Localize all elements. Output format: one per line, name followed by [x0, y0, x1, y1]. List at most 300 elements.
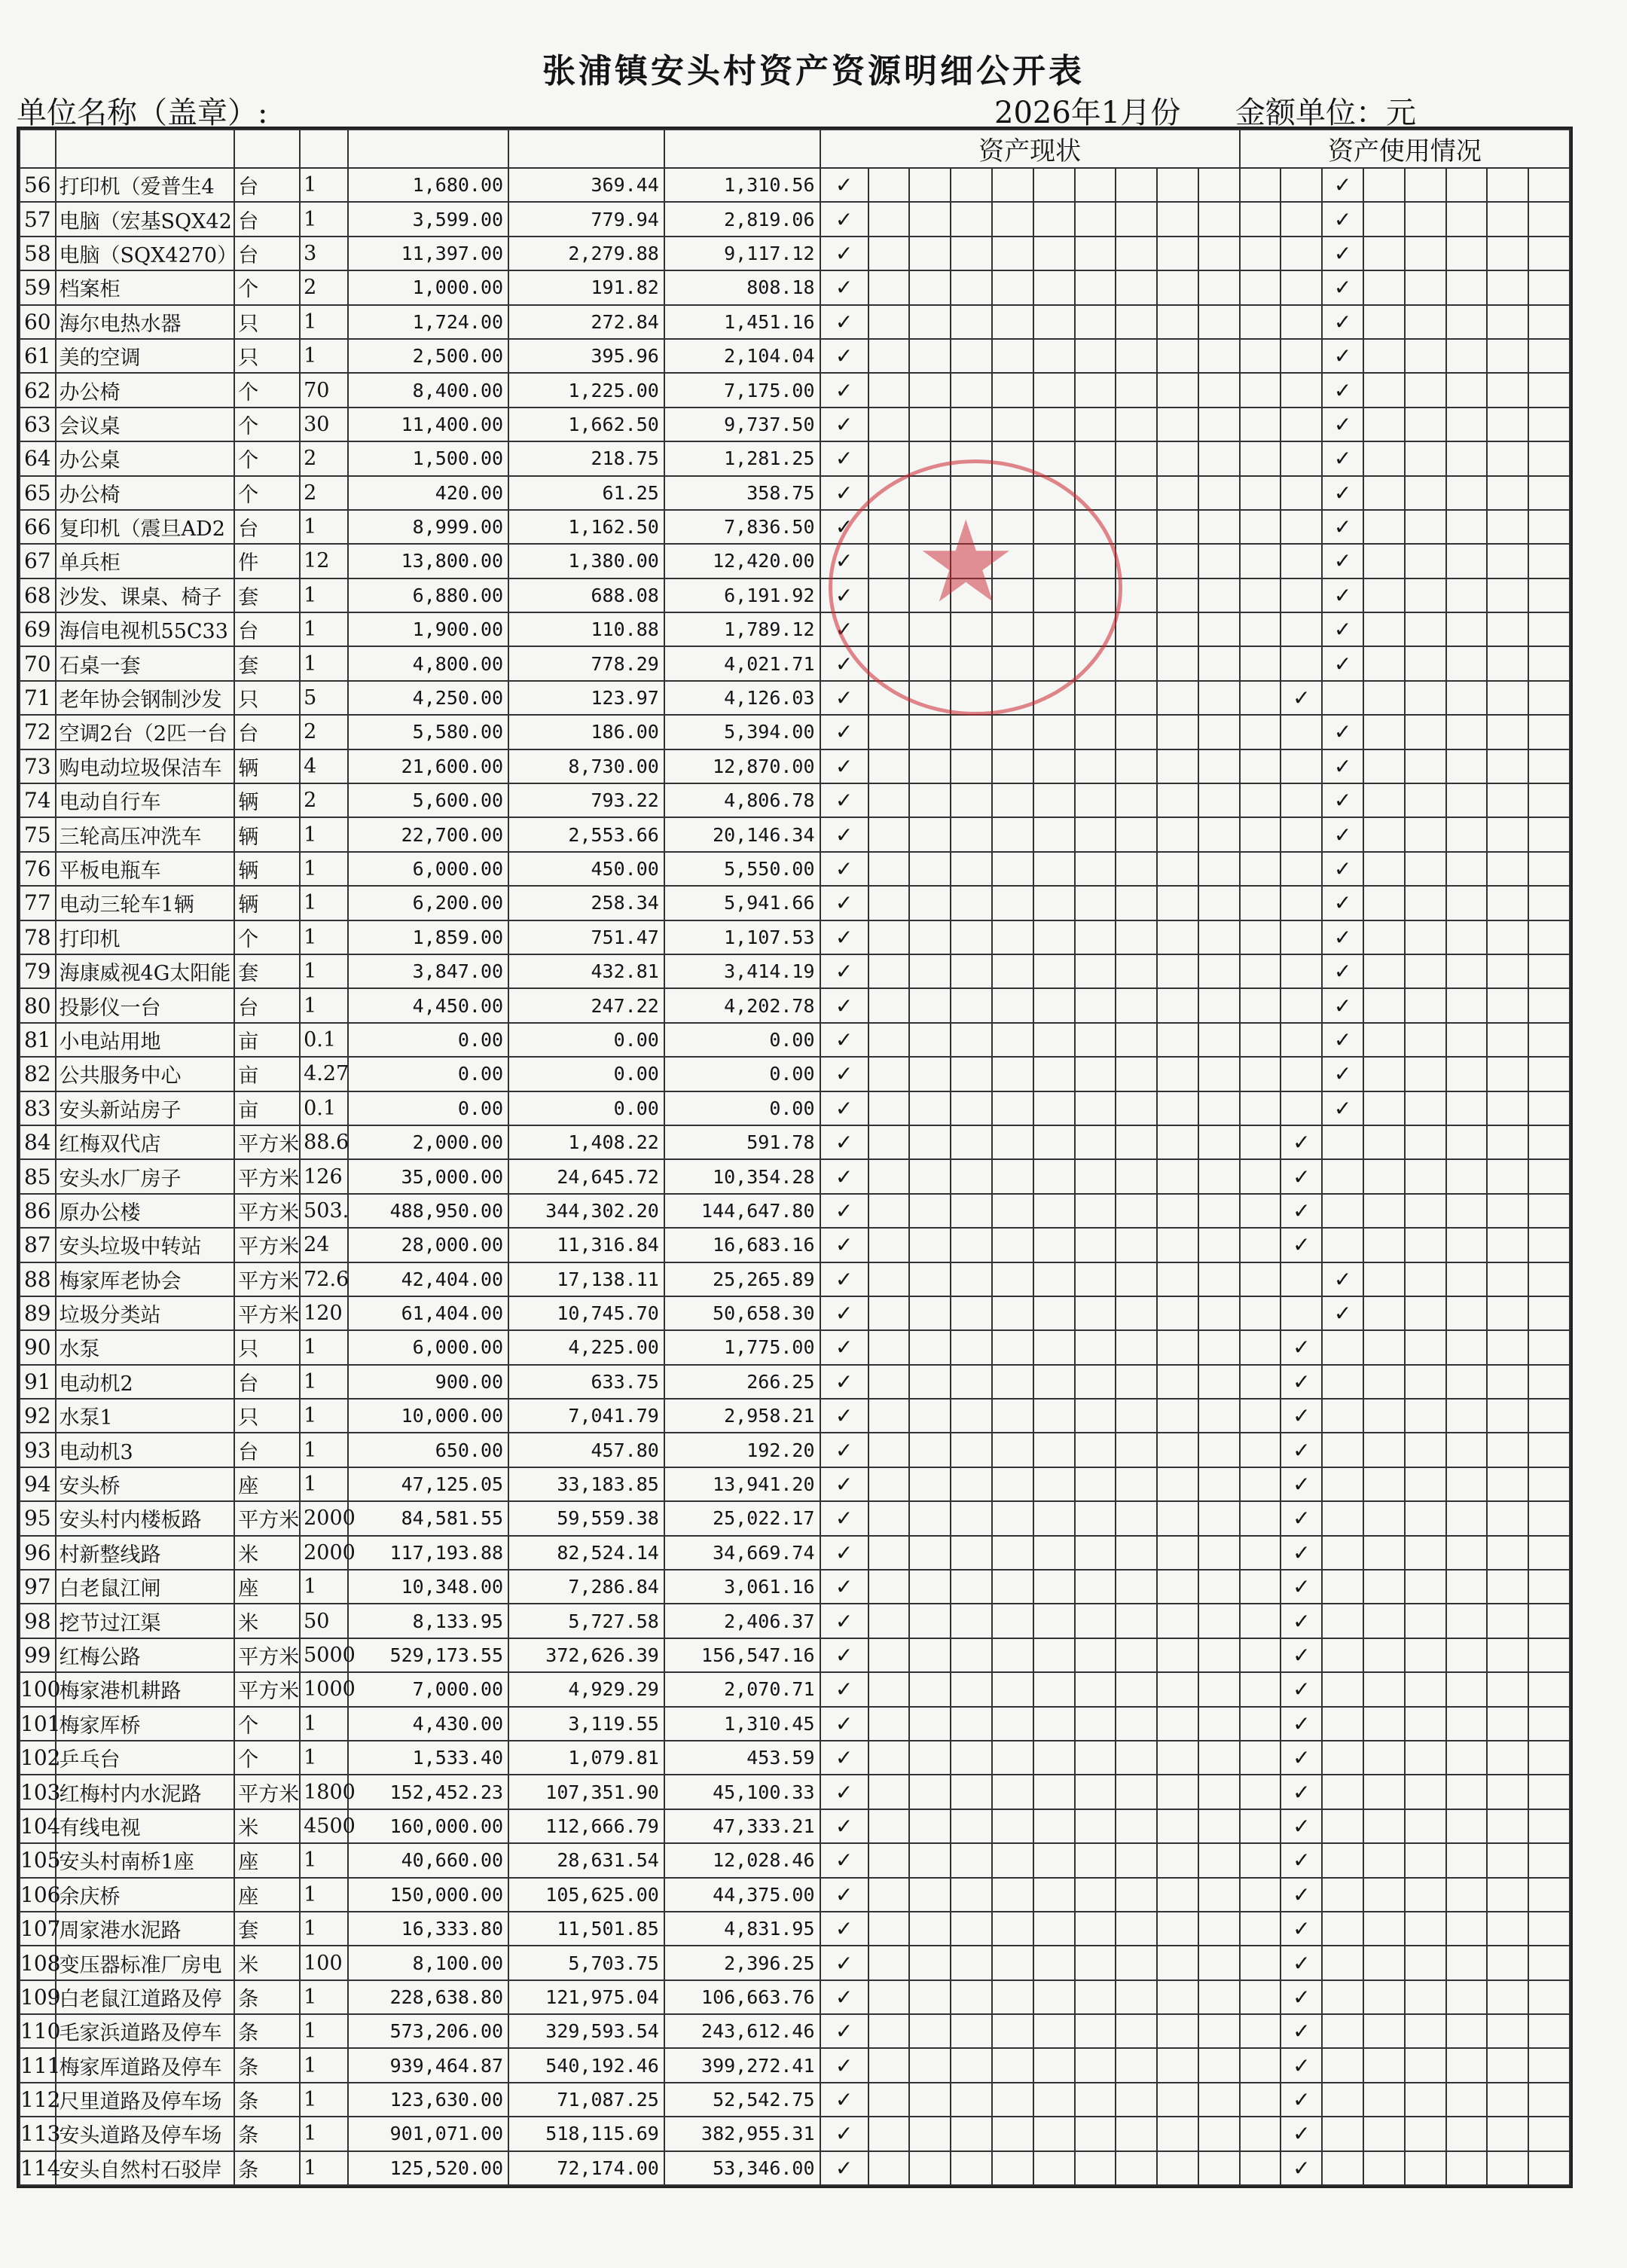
empty-cell — [1281, 441, 1322, 475]
asset-unit: 只 — [234, 305, 300, 339]
net-value: 1,451.16 — [664, 305, 820, 339]
empty-cell — [1240, 715, 1281, 749]
empty-cell — [1157, 1741, 1198, 1775]
empty-cell — [1157, 1194, 1198, 1228]
status-check-mark: ✓ — [820, 1843, 868, 1877]
net-value: 1,107.53 — [664, 920, 820, 954]
net-value: 2,104.04 — [664, 339, 820, 373]
empty-cell — [1487, 339, 1528, 373]
row-number: 79 — [20, 954, 56, 988]
empty-cell — [1116, 168, 1157, 202]
empty-cell — [1363, 1057, 1405, 1091]
empty-cell — [1281, 920, 1322, 954]
row-number: 96 — [20, 1536, 56, 1570]
empty-cell — [1405, 2117, 1446, 2150]
empty-cell — [868, 1159, 910, 1193]
empty-cell — [1198, 954, 1240, 988]
net-value: 591.78 — [664, 1125, 820, 1159]
empty-cell — [1446, 2014, 1488, 2048]
empty-cell — [1363, 749, 1405, 783]
empty-cell — [1157, 1159, 1198, 1193]
empty-cell — [1075, 1570, 1116, 1604]
empty-cell — [1033, 817, 1075, 851]
empty-cell — [1033, 783, 1075, 817]
empty-cell — [1075, 1604, 1116, 1638]
empty-cell — [1487, 1296, 1528, 1330]
table-row — [20, 1775, 1570, 1809]
empty-cell — [951, 237, 992, 270]
empty-cell — [992, 1228, 1033, 1262]
table-row — [20, 749, 1570, 783]
empty-cell — [868, 270, 910, 304]
status-check-mark: ✓ — [820, 270, 868, 304]
asset-table-sheet — [17, 127, 1573, 2188]
original-value: 488,950.00 — [348, 1194, 508, 1228]
empty-cell — [1528, 339, 1570, 373]
asset-unit: 条 — [234, 2048, 300, 2082]
empty-cell — [1528, 1912, 1570, 1946]
empty-cell — [951, 1365, 992, 1399]
empty-cell — [1363, 237, 1405, 270]
empty-cell — [951, 578, 992, 612]
depreciation-value: 540,192.46 — [508, 2048, 664, 2082]
empty-cell — [1363, 305, 1405, 339]
original-value: 28,000.00 — [348, 1228, 508, 1262]
empty-cell — [992, 1262, 1033, 1296]
empty-cell — [1446, 1604, 1488, 1638]
asset-name: 电动三轮车1辆 — [56, 886, 235, 920]
empty-cell — [1405, 441, 1446, 475]
usage-check-mark: ✓ — [1322, 202, 1363, 236]
empty-cell — [951, 1399, 992, 1433]
empty-cell — [1528, 1604, 1570, 1638]
empty-cell — [1446, 954, 1488, 988]
empty-cell — [1446, 1023, 1488, 1057]
empty-cell — [1198, 783, 1240, 817]
empty-cell — [1075, 578, 1116, 612]
empty-cell — [1198, 1467, 1240, 1501]
empty-cell — [1446, 612, 1488, 646]
empty-cell — [1281, 954, 1322, 988]
empty-cell — [1240, 646, 1281, 680]
asset-name: 小电站用地 — [56, 1023, 235, 1057]
empty-cell — [1487, 578, 1528, 612]
asset-quantity: 2 — [300, 441, 348, 475]
empty-cell — [1033, 715, 1075, 749]
asset-name: 海信电视机55C33 — [56, 612, 235, 646]
empty-cell — [1487, 1091, 1528, 1125]
empty-cell — [1528, 1262, 1570, 1296]
asset-quantity: 1 — [300, 646, 348, 680]
empty-cell — [1405, 1707, 1446, 1741]
empty-cell — [1075, 1467, 1116, 1501]
table-row — [20, 646, 1570, 680]
empty-cell — [1528, 2014, 1570, 2048]
empty-cell — [1033, 1638, 1075, 1672]
empty-cell — [1363, 1843, 1405, 1877]
depreciation-value: 0.00 — [508, 1091, 664, 1125]
empty-cell — [868, 1023, 910, 1057]
asset-unit: 亩 — [234, 1023, 300, 1057]
empty-cell — [1116, 2151, 1157, 2185]
original-value: 0.00 — [348, 1091, 508, 1125]
empty-cell — [1157, 2014, 1198, 2048]
original-value: 6,000.00 — [348, 852, 508, 886]
empty-cell — [1033, 1091, 1075, 1125]
empty-cell — [1446, 1091, 1488, 1125]
empty-cell — [1116, 817, 1157, 851]
empty-cell — [1240, 578, 1281, 612]
empty-cell — [951, 1091, 992, 1125]
empty-cell — [1033, 612, 1075, 646]
depreciation-value: 17,138.11 — [508, 1262, 664, 1296]
asset-quantity: 1800 — [300, 1775, 348, 1809]
net-value: 1,310.56 — [664, 168, 820, 202]
empty-cell — [1363, 1365, 1405, 1399]
asset-name: 安头垃圾中转站 — [56, 1228, 235, 1262]
empty-cell — [1363, 1638, 1405, 1672]
empty-cell — [1363, 2117, 1405, 2150]
empty-cell — [909, 612, 951, 646]
empty-cell — [951, 168, 992, 202]
empty-cell — [1157, 954, 1198, 988]
empty-cell — [1075, 1946, 1116, 1980]
table-row — [20, 2151, 1570, 2185]
empty-cell — [992, 578, 1033, 612]
empty-cell — [1075, 237, 1116, 270]
empty-cell — [1405, 1262, 1446, 1296]
empty-cell — [1405, 1604, 1446, 1638]
empty-cell — [1033, 202, 1075, 236]
empty-cell — [1240, 1604, 1281, 1638]
empty-cell — [1528, 1296, 1570, 1330]
empty-cell — [1446, 1125, 1488, 1159]
asset-unit: 平方米 — [234, 1159, 300, 1193]
asset-name: 沙发、课桌、椅子 — [56, 578, 235, 612]
asset-name: 水泵1 — [56, 1399, 235, 1433]
asset-unit: 辆 — [234, 886, 300, 920]
empty-cell — [992, 1501, 1033, 1535]
empty-cell — [909, 1501, 951, 1535]
empty-cell — [1446, 1912, 1488, 1946]
asset-unit: 个 — [234, 408, 300, 441]
asset-quantity: 1 — [300, 988, 348, 1022]
empty-cell — [951, 783, 992, 817]
empty-cell — [1528, 1159, 1570, 1193]
empty-cell — [1363, 2048, 1405, 2082]
empty-cell — [1157, 1775, 1198, 1809]
status-check-mark: ✓ — [820, 886, 868, 920]
usage-check-mark: ✓ — [1281, 1843, 1322, 1877]
empty-cell — [951, 1707, 992, 1741]
asset-quantity: 1 — [300, 612, 348, 646]
empty-cell — [1198, 1296, 1240, 1330]
usage-check-mark: ✓ — [1281, 1125, 1322, 1159]
empty-cell — [1075, 886, 1116, 920]
table-row — [20, 1399, 1570, 1433]
empty-cell — [1446, 1946, 1488, 1980]
row-number: 110 — [20, 2014, 56, 2048]
asset-quantity: 1 — [300, 168, 348, 202]
empty-cell — [1240, 2083, 1281, 2117]
empty-cell — [1075, 1741, 1116, 1775]
empty-cell — [1405, 783, 1446, 817]
table-row — [20, 373, 1570, 407]
empty-cell — [868, 1091, 910, 1125]
empty-cell — [1075, 988, 1116, 1022]
empty-cell — [1240, 1228, 1281, 1262]
empty-cell — [1075, 1707, 1116, 1741]
asset-unit: 套 — [234, 1912, 300, 1946]
empty-cell — [1240, 1707, 1281, 1741]
table-row — [20, 1843, 1570, 1877]
empty-cell — [1528, 2048, 1570, 2082]
usage-check-mark: ✓ — [1322, 339, 1363, 373]
status-check-mark: ✓ — [820, 441, 868, 475]
row-number: 71 — [20, 681, 56, 715]
asset-unit: 平方米 — [234, 1194, 300, 1228]
empty-cell — [951, 1570, 992, 1604]
row-number: 73 — [20, 749, 56, 783]
asset-name: 余庆桥 — [56, 1878, 235, 1912]
net-value: 34,669.74 — [664, 1536, 820, 1570]
net-value: 13,941.20 — [664, 1467, 820, 1501]
empty-cell — [1240, 817, 1281, 851]
empty-cell — [1487, 2117, 1528, 2150]
empty-cell — [1157, 852, 1198, 886]
asset-name: 安头村南桥1座 — [56, 1843, 235, 1877]
status-check-mark: ✓ — [820, 783, 868, 817]
asset-name: 梅家厍老协会 — [56, 1262, 235, 1296]
asset-unit: 个 — [234, 1707, 300, 1741]
table-row — [20, 1433, 1570, 1467]
empty-cell — [1281, 715, 1322, 749]
empty-cell — [1363, 817, 1405, 851]
empty-cell — [1116, 1262, 1157, 1296]
asset-quantity: 2000 — [300, 1501, 348, 1535]
empty-cell — [992, 168, 1033, 202]
empty-cell — [1198, 817, 1240, 851]
empty-cell — [1528, 612, 1570, 646]
table-row — [20, 783, 1570, 817]
usage-check-mark: ✓ — [1322, 476, 1363, 510]
empty-cell — [992, 1467, 1033, 1501]
empty-cell — [951, 817, 992, 851]
empty-cell — [1446, 1057, 1488, 1091]
status-check-mark: ✓ — [820, 612, 868, 646]
empty-cell — [909, 1399, 951, 1433]
asset-name: 单兵柜 — [56, 544, 235, 578]
asset-name: 尺里道路及停车场 — [56, 2083, 235, 2117]
empty-cell — [868, 1638, 910, 1672]
asset-quantity: 1 — [300, 1980, 348, 2014]
empty-cell — [1075, 1296, 1116, 1330]
empty-cell — [1033, 1741, 1075, 1775]
original-value: 10,348.00 — [348, 1570, 508, 1604]
empty-cell — [1157, 578, 1198, 612]
empty-cell — [1116, 783, 1157, 817]
row-number: 101 — [20, 1707, 56, 1741]
empty-cell — [868, 1433, 910, 1467]
empty-cell — [868, 1843, 910, 1877]
asset-unit: 件 — [234, 544, 300, 578]
empty-cell — [1405, 920, 1446, 954]
empty-cell — [1446, 2083, 1488, 2117]
empty-cell — [1240, 441, 1281, 475]
empty-cell — [1528, 1501, 1570, 1535]
empty-cell — [1528, 1091, 1570, 1125]
empty-cell — [1405, 612, 1446, 646]
empty-cell — [1322, 1570, 1363, 1604]
empty-cell — [1528, 920, 1570, 954]
empty-cell — [909, 373, 951, 407]
asset-unit: 座 — [234, 1878, 300, 1912]
depreciation-value: 5,727.58 — [508, 1604, 664, 1638]
empty-cell — [1446, 749, 1488, 783]
empty-cell — [1075, 1775, 1116, 1809]
empty-cell — [992, 339, 1033, 373]
original-value: 573,206.00 — [348, 2014, 508, 2048]
status-check-mark: ✓ — [820, 2117, 868, 2150]
asset-name: 打印机 — [56, 920, 235, 954]
net-value: 7,175.00 — [664, 373, 820, 407]
empty-cell — [1157, 1330, 1198, 1364]
asset-unit: 辆 — [234, 749, 300, 783]
row-number: 114 — [20, 2151, 56, 2185]
empty-cell — [868, 373, 910, 407]
empty-cell — [1446, 1399, 1488, 1433]
empty-cell — [1198, 2083, 1240, 2117]
asset-unit: 平方米 — [234, 1125, 300, 1159]
empty-cell — [1198, 1946, 1240, 1980]
original-value: 10,000.00 — [348, 1399, 508, 1433]
empty-cell — [1322, 1878, 1363, 1912]
empty-cell — [1487, 1536, 1528, 1570]
empty-cell — [868, 441, 910, 475]
empty-cell — [868, 1570, 910, 1604]
usage-check-mark: ✓ — [1322, 612, 1363, 646]
original-value: 1,500.00 — [348, 441, 508, 475]
asset-quantity: 2 — [300, 715, 348, 749]
empty-cell — [1446, 1638, 1488, 1672]
row-number: 86 — [20, 1194, 56, 1228]
empty-cell — [992, 1536, 1033, 1570]
status-check-mark: ✓ — [820, 1604, 868, 1638]
status-check-mark: ✓ — [820, 715, 868, 749]
asset-name: 购电动垃圾保洁车 — [56, 749, 235, 783]
depreciation-value: 191.82 — [508, 270, 664, 304]
row-number: 63 — [20, 408, 56, 441]
empty-cell — [1487, 749, 1528, 783]
row-number: 98 — [20, 1604, 56, 1638]
empty-cell — [1157, 270, 1198, 304]
empty-cell — [1240, 1843, 1281, 1877]
empty-cell — [909, 954, 951, 988]
original-value: 84,581.55 — [348, 1501, 508, 1535]
empty-cell — [1446, 339, 1488, 373]
empty-cell — [1240, 920, 1281, 954]
empty-cell — [1446, 2117, 1488, 2150]
row-number: 64 — [20, 441, 56, 475]
table-row — [20, 1091, 1570, 1125]
asset-name: 挖节过江渠 — [56, 1604, 235, 1638]
empty-cell — [868, 2151, 910, 2185]
empty-cell — [1033, 2151, 1075, 2185]
empty-cell — [1075, 1501, 1116, 1535]
asset-unit: 条 — [234, 2014, 300, 2048]
empty-cell — [909, 1091, 951, 1125]
asset-name: 投影仪一台 — [56, 988, 235, 1022]
row-number: 94 — [20, 1467, 56, 1501]
table-row — [20, 339, 1570, 373]
original-value: 420.00 — [348, 476, 508, 510]
empty-cell — [1363, 544, 1405, 578]
empty-cell — [1157, 681, 1198, 715]
original-value: 22,700.00 — [348, 817, 508, 851]
empty-cell — [1198, 1809, 1240, 1843]
asset-quantity: 1 — [300, 920, 348, 954]
row-number: 107 — [20, 1912, 56, 1946]
empty-cell — [909, 920, 951, 954]
net-value: 50,658.30 — [664, 1296, 820, 1330]
empty-cell — [1487, 1809, 1528, 1843]
usage-check-mark: ✓ — [1322, 954, 1363, 988]
row-number: 77 — [20, 886, 56, 920]
empty-cell — [1157, 715, 1198, 749]
empty-cell — [1528, 1570, 1570, 1604]
depreciation-value: 369.44 — [508, 168, 664, 202]
empty-cell — [909, 1262, 951, 1296]
depreciation-value: 107,351.90 — [508, 1775, 664, 1809]
empty-cell — [909, 1809, 951, 1843]
table-row — [20, 441, 1570, 475]
empty-cell — [1446, 1672, 1488, 1706]
empty-cell — [1363, 612, 1405, 646]
empty-cell — [1405, 1125, 1446, 1159]
row-number: 72 — [20, 715, 56, 749]
empty-cell — [1281, 988, 1322, 1022]
empty-cell — [1116, 646, 1157, 680]
empty-cell — [1075, 681, 1116, 715]
empty-cell — [1281, 339, 1322, 373]
empty-cell — [1240, 1433, 1281, 1467]
empty-cell — [868, 2014, 910, 2048]
empty-cell — [1487, 1638, 1528, 1672]
empty-cell — [1322, 1912, 1363, 1946]
table-row — [20, 1741, 1570, 1775]
empty-cell — [1528, 681, 1570, 715]
empty-cell — [1116, 1570, 1157, 1604]
empty-cell — [909, 817, 951, 851]
empty-cell — [1528, 2117, 1570, 2150]
depreciation-value: 3,119.55 — [508, 1707, 664, 1741]
usage-check-mark: ✓ — [1322, 817, 1363, 851]
depreciation-value: 1,079.81 — [508, 1741, 664, 1775]
asset-unit: 台 — [234, 1433, 300, 1467]
empty-cell — [1075, 612, 1116, 646]
empty-cell — [868, 1672, 910, 1706]
empty-cell — [1198, 476, 1240, 510]
net-value: 1,775.00 — [664, 1330, 820, 1364]
empty-cell — [1363, 441, 1405, 475]
row-number: 106 — [20, 1878, 56, 1912]
empty-cell — [909, 1775, 951, 1809]
table-row — [20, 2014, 1570, 2048]
empty-cell — [1281, 168, 1322, 202]
empty-cell — [1157, 1912, 1198, 1946]
asset-name: 安头道路及停车场 — [56, 2117, 235, 2150]
asset-quantity: 1 — [300, 1433, 348, 1467]
